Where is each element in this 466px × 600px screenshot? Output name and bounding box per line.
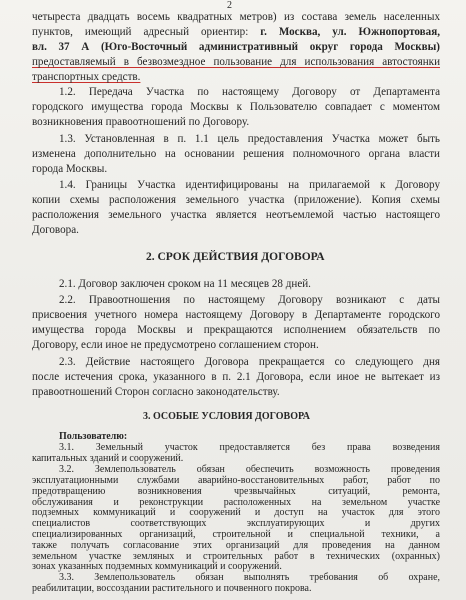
intro-line-1: четыреста двадцать восемь квадратных метров) из состава земель населенных <box>32 11 440 23</box>
clause-1-4-line-2: копии схемы расположения земельного участка (приложение). Копия схемы <box>32 194 440 206</box>
address-highlight-1: г. Москва, ул. Южнопортовая, <box>260 26 440 38</box>
clause-2-1: 2.1. Договор заключен сроком на 11 месяцев 28 дней. <box>59 278 311 290</box>
clause-3-2-line-3: предотвращению возникновения чрезвычайных ситуаций, ремонта, <box>32 485 440 497</box>
clause-2-2-line-3: имущества города Москвы и прекращаются исполнением обязательств по <box>32 324 440 336</box>
clause-1-3-line-2: изменена дополнительно на основании решения полномочного органа власти <box>32 148 440 160</box>
clause-1-4-line-4: Договора. <box>32 224 79 236</box>
clause-3-2-line-2: эксплуатационными службами аварийно-восстановительных работ, работ по <box>32 475 440 486</box>
clause-1-4-line-3: расположения земельного участка является неотъемлемой частью настоящего <box>32 209 440 221</box>
clause-3-2-line-8: также получать согласование этих организаций для проведения на данном <box>32 539 440 551</box>
clause-3-2-line-6: специалистов соответствующих эксплуатирующих и других <box>32 518 440 530</box>
clause-2-3-line-1: 2.3. Действие настоящего Договора прекращается со следующего дня <box>59 356 440 368</box>
clause-3-2-line-5: подземных коммуникаций и сооружений и доступ на участок для этого <box>32 507 440 519</box>
address-highlight-2: вл. 37 А (Юго-Восточный административный округ города Москвы) <box>32 41 440 53</box>
clause-3-1-line-1: 3.1. Земельный участок предоставляется без права возведения <box>59 441 440 453</box>
clause-3-1-line-2: капитальных зданий и сооружений. <box>32 452 184 464</box>
clause-3-2-line-9: земельном участке земляных и строительных работ в технических (охранных) <box>32 550 440 562</box>
clause-2-2-line-1: 2.2. Правоотношения по настоящему Договору возникают с даты <box>59 294 440 306</box>
clause-2-2-line-2: присвоения учетного номера настоящему Договору в Департаменте городского <box>32 309 440 321</box>
page-number: 2 <box>227 0 232 11</box>
intro-line-2 <box>32 25 440 39</box>
clause-1-2-line-3: возникновения правоотношений по Договору. <box>32 116 250 128</box>
section-3-subtitle: Пользователю: <box>59 431 128 443</box>
intro-line-2-text: пунктов, имеющий адресный ориентир: <box>32 26 261 38</box>
clause-2-2-line-4: Договору, если иное не предусмотрено соглашением сторон. <box>32 339 319 351</box>
clause-3-2-line-10: зонах указанных подземных коммуникаций и сооружений. <box>32 561 282 573</box>
intro-line-5: транспортных средств. <box>32 71 141 83</box>
section-3-title: 3. ОСОБЫЕ УСЛОВИЯ ДОГОВОРА <box>143 411 310 422</box>
clause-3-2-line-1: 3.2. Землепользователь обязан обеспечить возможность проведения <box>59 464 440 476</box>
section-2-title: 2. СРОК ДЕЙСТВИЯ ДОГОВОРА <box>146 251 325 263</box>
clause-3-2-line-7: специализированных организаций, строительной и специальной техники, а <box>32 529 440 540</box>
clause-3-2-line-4: обслуживания и реконструкции расположенных на земельном участке <box>32 496 440 508</box>
clause-3-3-line-2: реабилитации, воссоздании растительного и почвенного покрова. <box>32 582 312 594</box>
clause-1-2-line-1: 1.2. Передача Участка по настоящему Договору от Департамента <box>59 86 440 98</box>
clause-1-2-line-2: городского имущества города Москвы к Пользователю совпадает с моментом <box>32 101 440 113</box>
clause-1-3-line-1: 1.3. Установленная в п. 1.1 цель предоставления Участка может быть <box>59 133 440 145</box>
clause-3-3-line-1: 3.3. Землепользователь обязан выполнять требования об охране, <box>59 572 440 584</box>
intro-line-4: предоставляемый в безвозмездное пользование для использования автостоянки <box>32 56 440 68</box>
clause-1-4-line-1: 1.4. Границы Участка идентифицированы на прилагаемой к Договору <box>59 179 440 191</box>
clause-2-3-line-2: после истечения срока, указанного в п. 2.1 Договора, если иное не вытекает из <box>32 371 440 383</box>
clause-2-3-line-3: правоотношений Сторон согласно законодательству. <box>32 386 280 398</box>
clause-1-3-line-3: города Москвы. <box>32 163 108 175</box>
